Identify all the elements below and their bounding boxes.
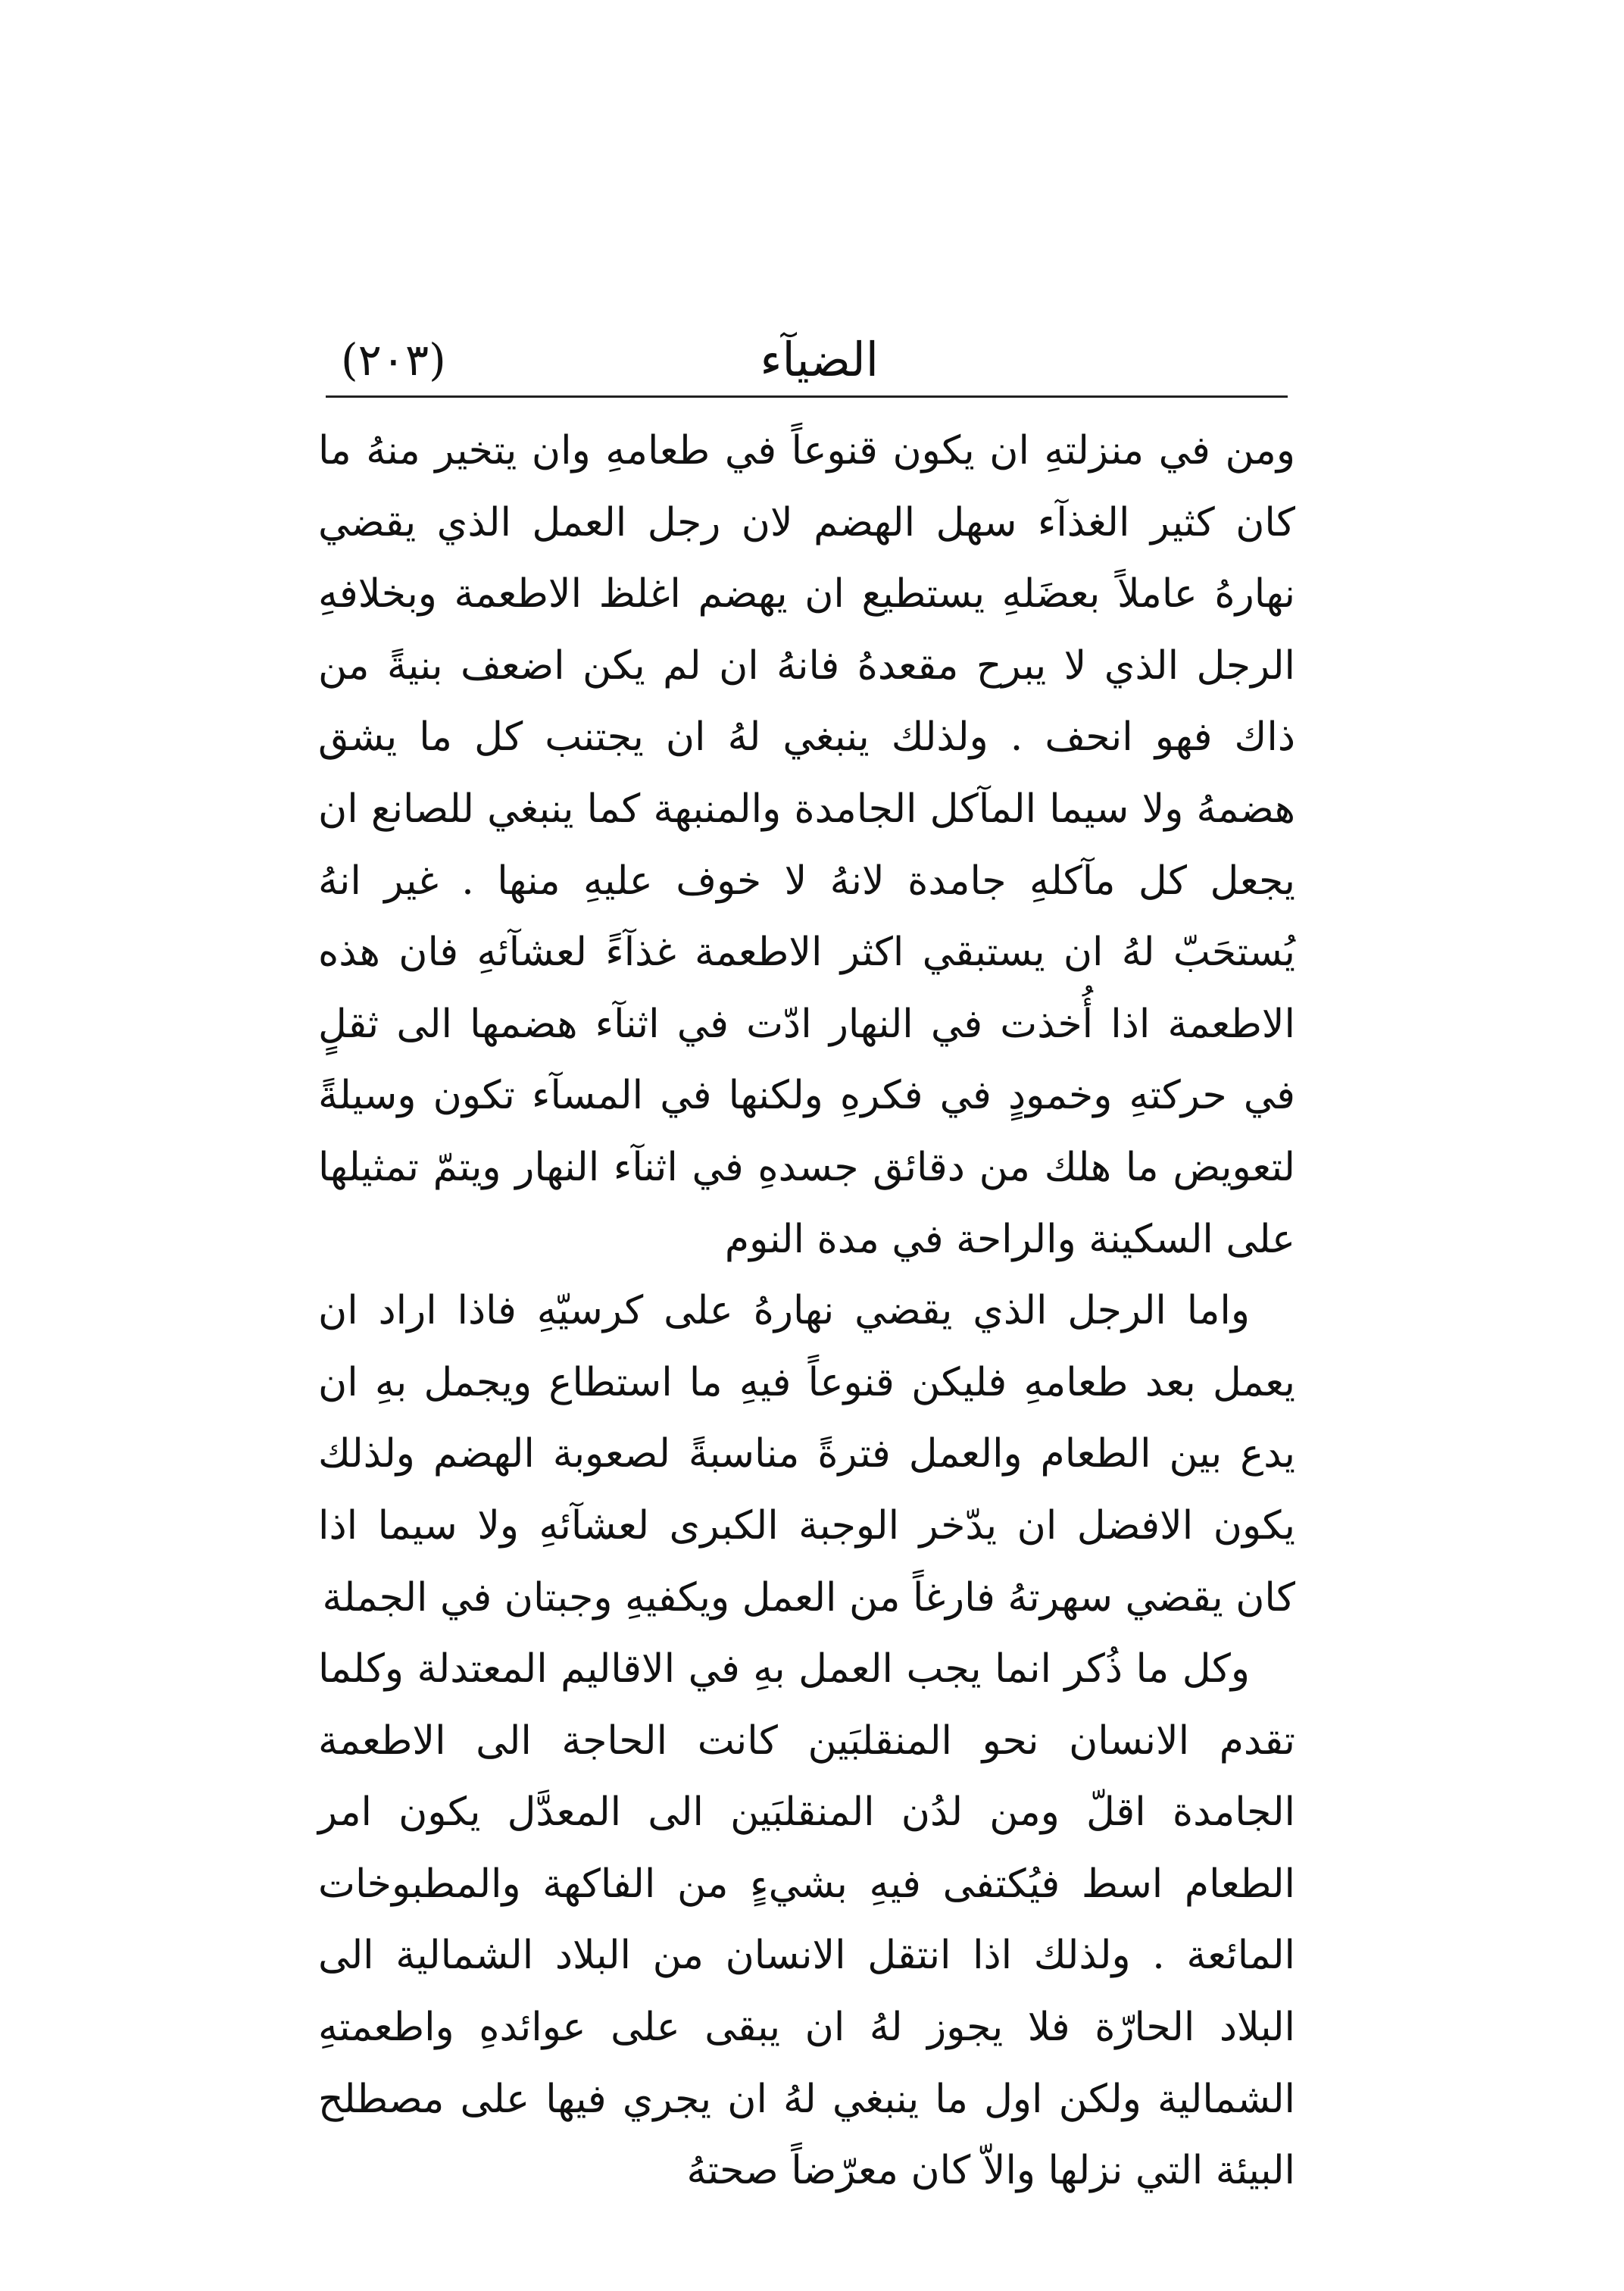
page-number: (٢٠٣)	[341, 334, 446, 386]
page-header	[326, 318, 1288, 402]
paragraph: واما الرجل الذي يقضي نهارهُ على كرسيّهِ فاذا اراد ان يعمل بعد طعامهِ فليكن قنوعاً فيهِ ما استطاع ويجمل بهِ ان يدع بين الطعام والعمل فترةً مناسبةً لصعوبة الهضم ولذلك يكون الافضل ان يدّخر الوجبة الكبرى لعشآئهِ ولا سيما اذا كان يقضي سهرتهُ فارغاً من العمل ويكفيهِ وجبتان في الجملة	[318, 1288, 1295, 1621]
running-title: الضيآء	[760, 332, 879, 387]
header-rule	[326, 395, 1288, 398]
paragraph: وكل ما ذُكر انما يجب العمل بهِ في الاقاليم المعتدلة وكلما تقدم الانسان نحو المنقلبَين كانت الحاجة الى الاطعمة الجامدة اقلّ ومن لدُن المنقلبَين الى المعدَّل يكون امر الطعام اسط فيُكتفى فيهِ بشيءٍ من الفاكهة والمطبوخات المائعة . ولذلك اذا انتقل الانسان من البلاد الشمالية الى البلاد الحارّة فلا يجوز لهُ ان يبقى على عوائدهِ واطعمتهِ الشمالية ولكن اول ما ينبغي لهُ ان يجري فيها على مصطلح البيئة التي نزلها والاّ كان معرّضاً صحتهُ	[318, 1646, 1296, 2194]
paragraph: ومن في منزلتهِ ان يكون قنوعاً في طعامهِ وان يتخير منهُ ما كان كثير الغذآء سهل الهضم لان رجل العمل الذي يقضي نهارهُ عاملاً بعضَلهِ يستطيع ان يهضم اغلظ الاطعمة وبخلافهِ الرجل الذي لا يبرح مقعدهُ فانهُ ان لم يكن اضعف بنيةً من ذاك فهو انحف . ولذلك ينبغي لهُ ان يجتنب كل ما يشق هضمهُ ولا سيما المآكل الجامدة والمنبهة كما ينبغي للصانع ان يجعل كل مآكلهِ جامدة لانهُ لا خوف عليهِ منها . غير انهُ يُستحَبّ لهُ ان يستبقي اكثر الاطعمة غذآءً لعشآئهِ فان هذه الاطعمة اذا أُخذت في النهار ادّت في اثنآء هضمها الى ثقلٍ في حركتهِ وخمودٍ في فكرهِ ولكنها في المسآء تكون وسيلةً لتعويض ما هلك من دقائق جسدهِ في اثنآء النهار ويتمّ تمثيلها على السكينة والراحة في مدة النوم	[318, 428, 1295, 1262]
body-text	[318, 415, 1295, 2207]
